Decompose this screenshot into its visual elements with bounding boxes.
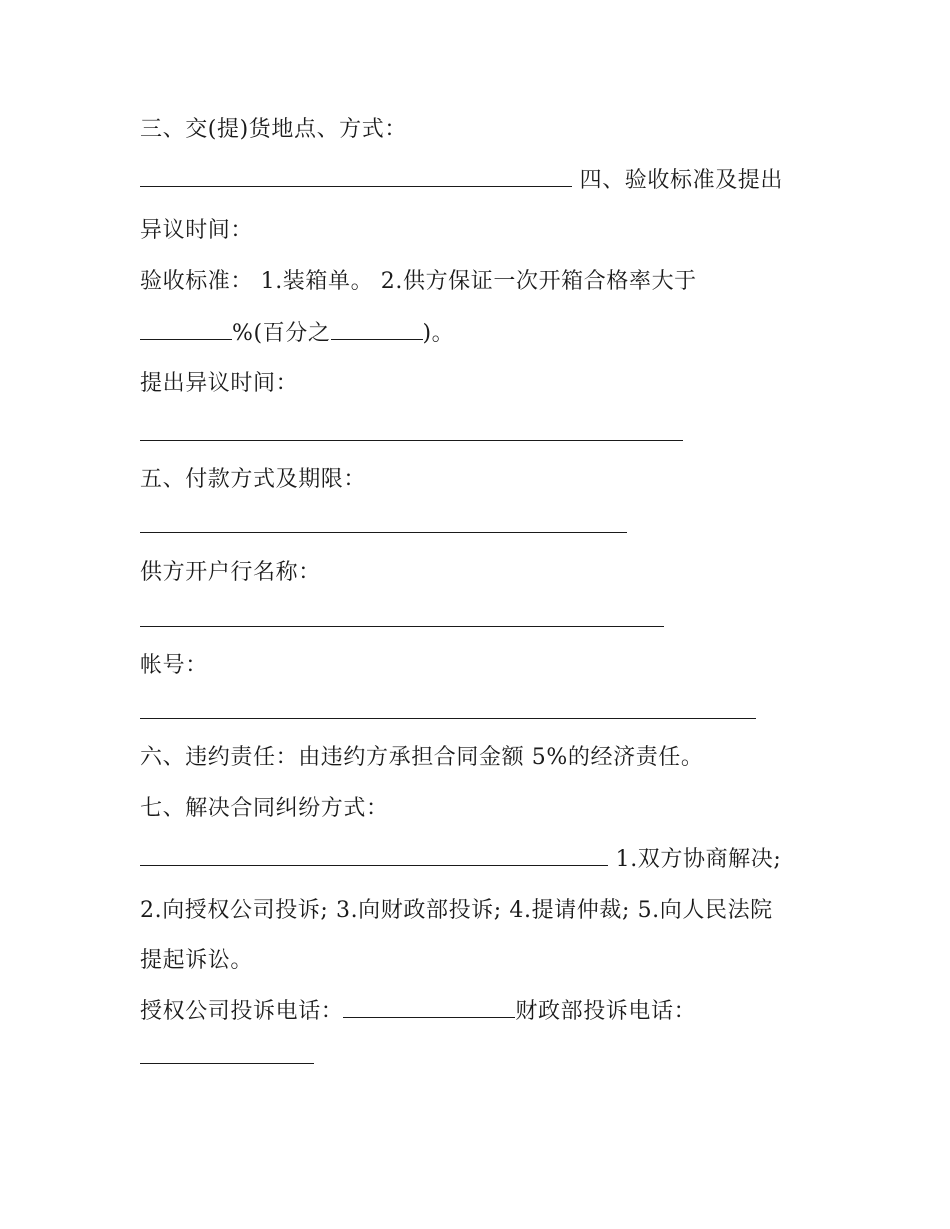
dispute-options-cont-text: 提起诉讼。: [140, 948, 254, 973]
payment-blank-line: [140, 512, 627, 542]
finance-phone-blank-line: [140, 1043, 314, 1073]
bank-name-text: 供方开户行名称：: [140, 560, 321, 585]
dispute-options: [140, 896, 773, 926]
pass-rate-blank[interactable]: [140, 319, 232, 340]
pass-rate-label: %(百分之: [232, 321, 331, 346]
clause-4-heading: 四、验收标准及提出: [579, 168, 783, 193]
clause-3-blank-line: [140, 166, 783, 196]
agency-complaint-phone-label: 授权公司投诉电话：: [140, 999, 344, 1024]
dispute-options-cont: [140, 946, 253, 976]
clause-6-text: 六、违约责任：由违约方承担合同金额 5%的经济责任。: [140, 745, 704, 770]
dispute-method-line: [140, 845, 781, 875]
agency-complaint-phone-blank[interactable]: [343, 997, 515, 1018]
bank-name-blank-line: [140, 606, 664, 636]
clause-6: [140, 743, 704, 773]
clause-3-heading: [140, 115, 407, 145]
finance-complaint-phone-blank[interactable]: [140, 1043, 314, 1064]
account-number-blank[interactable]: [140, 698, 756, 719]
pass-rate-words-blank[interactable]: [331, 319, 423, 340]
pass-rate-close: )。: [422, 321, 455, 346]
clause-4-heading-cont-text: 异议时间：: [140, 218, 254, 243]
pass-rate-line: [140, 319, 454, 349]
delivery-location-blank[interactable]: [140, 166, 572, 187]
acceptance-standard: [140, 267, 697, 297]
dispute-method-blank[interactable]: [140, 845, 608, 866]
clause-5-heading: [140, 465, 366, 495]
bank-name: [140, 558, 321, 588]
account-number-text: 帐号：: [140, 653, 208, 678]
account-number-blank-line: [140, 698, 756, 728]
objection-time: [140, 369, 298, 399]
clause-4-heading-cont: [140, 216, 253, 246]
clause-7-heading: [140, 794, 389, 824]
account-number: [140, 651, 208, 681]
dispute-option-1: 1.双方协商解决;: [615, 847, 782, 872]
objection-time-blank-line: [140, 420, 683, 450]
clause-7-text: 七、解决合同纠纷方式：: [140, 796, 389, 821]
clause-5-text: 五、付款方式及期限：: [140, 467, 367, 492]
payment-terms-blank[interactable]: [140, 512, 627, 533]
bank-name-blank[interactable]: [140, 606, 664, 627]
clause-3-text: 三、交(提)货地点、方式：: [140, 117, 407, 142]
acceptance-standard-text: 验收标准： 1.装箱单。 2.供方保证一次开箱合格率大于: [140, 269, 697, 294]
dispute-options-text: 2.向授权公司投诉; 3.向财政部投诉; 4.提请仲裁; 5.向人民法院: [140, 898, 773, 923]
objection-time-blank[interactable]: [140, 420, 683, 441]
complaint-phones: [140, 997, 696, 1027]
objection-time-text: 提出异议时间：: [140, 371, 299, 396]
finance-complaint-phone-label: 财政部投诉电话：: [515, 999, 697, 1024]
